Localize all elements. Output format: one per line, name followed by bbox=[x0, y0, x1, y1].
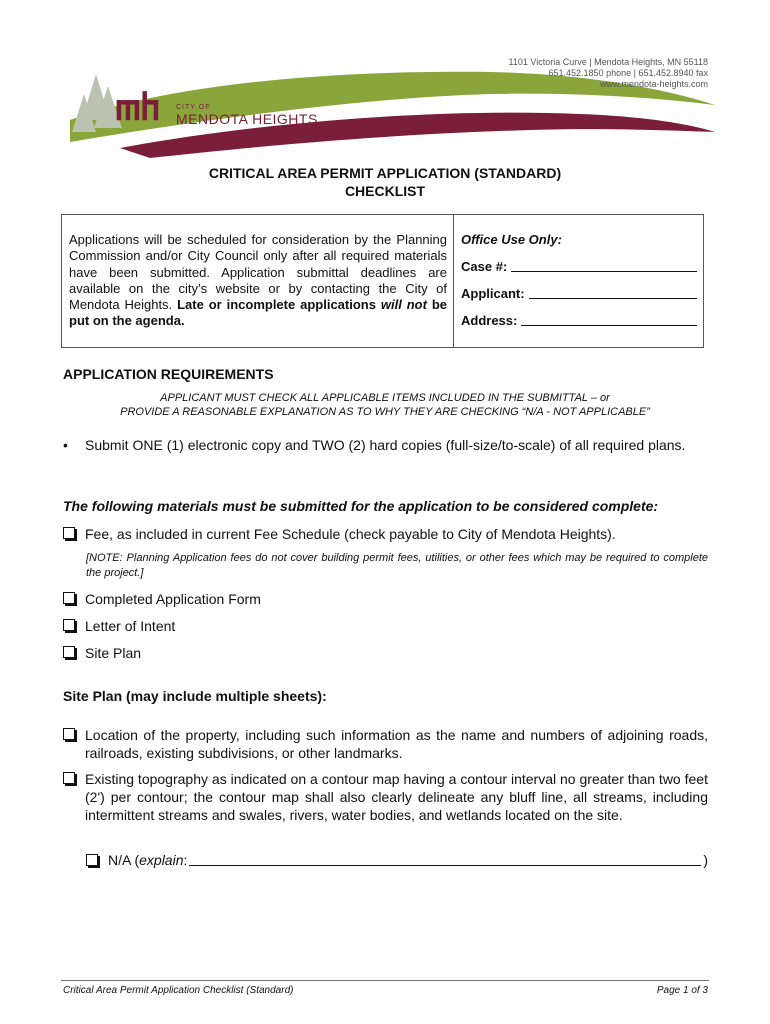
title-line-2: CHECKLIST bbox=[344, 183, 426, 199]
checklist-item-application-form bbox=[63, 590, 708, 608]
scheduling-text: Applications will be scheduled for consideration by the Planning Commission and/or City Council only after all required materials have been submitted. Application submittal deadlines are available on the city’s website or by contacting the City of Mendota Heights. bbox=[69, 232, 447, 313]
page-title bbox=[0, 164, 770, 200]
na-explanation-field[interactable] bbox=[189, 852, 701, 866]
na-close-paren: ) bbox=[703, 852, 708, 868]
contact-website: www.mendota-heights.com bbox=[599, 79, 708, 89]
fee-text: Fee, as included in current Fee Schedule (check payable to City of Mendota Heights). bbox=[85, 526, 616, 542]
office-use-label: Office Use Only: bbox=[461, 232, 562, 247]
submission-copies-text: Submit ONE (1) electronic copy and TWO (2) hard copies (full-size/to-scale) of all required plans. bbox=[85, 437, 686, 453]
checkbox-icon[interactable] bbox=[63, 592, 75, 604]
list-item bbox=[63, 437, 708, 455]
office-use-panel bbox=[454, 215, 703, 347]
na-label: N/A ( bbox=[108, 852, 140, 868]
site-plan-heading: Site Plan (may include multiple sheets): bbox=[63, 688, 327, 704]
checklist-item-fee bbox=[63, 525, 708, 543]
checklist-label: Letter of Intent bbox=[85, 618, 176, 634]
na-explanation-row bbox=[86, 852, 708, 868]
checklist-item-location bbox=[63, 726, 708, 762]
contact-phone: 651.452.1850 phone | 651.452.8940 fax bbox=[548, 68, 708, 78]
footer-title: Critical Area Permit Application Checklist (Standard) bbox=[63, 985, 294, 996]
na-explain-word: explain bbox=[139, 852, 184, 868]
complete-materials-heading: The following materials must be submitted for the application to be considered complete: bbox=[63, 498, 659, 514]
letterhead bbox=[60, 50, 720, 160]
checkbox-icon[interactable] bbox=[63, 619, 75, 631]
city-logo-icon bbox=[100, 90, 176, 146]
case-label: Case #: bbox=[461, 259, 508, 274]
bullet-icon: • bbox=[63, 437, 68, 453]
footer-divider bbox=[61, 980, 709, 981]
logo-city: CITY OF bbox=[176, 104, 211, 111]
case-field[interactable] bbox=[511, 259, 697, 272]
info-box bbox=[61, 214, 704, 348]
late-warning-b: be put on the agenda. bbox=[69, 297, 447, 329]
requirements-instructions bbox=[0, 391, 770, 419]
instructions-line-2: PROVIDE A REASONABLE EXPLANATION AS TO WHY THEY ARE CHECKING “N/A - NOT APPLICABLE” bbox=[120, 406, 650, 418]
checkbox-icon[interactable] bbox=[63, 772, 75, 784]
late-warning-emphasis: will not bbox=[380, 297, 427, 313]
contact-address: 1101 Victoria Curve | Mendota Heights, MN 55118 bbox=[508, 57, 708, 67]
checklist-item-letter-of-intent bbox=[63, 617, 708, 635]
late-warning-a: Late or incomplete applications bbox=[177, 297, 381, 313]
topography-text: Existing topography as indicated on a contour map having a contour interval no greater than two feet (2') per contour; the contour map shall also clearly delineate any bluff line, all streams, including intermittent streams and swales, rivers, water bodies, and wetlands located on the site. bbox=[85, 771, 708, 823]
checklist-label: Site Plan bbox=[85, 645, 142, 661]
checkbox-icon[interactable] bbox=[63, 646, 75, 658]
instructions-line-1: APPLICANT MUST CHECK ALL APPLICABLE ITEMS INCLUDED IN THE SUBMITTAL – or bbox=[160, 392, 610, 404]
contact-info bbox=[509, 57, 708, 90]
checklist-label: Completed Application Form bbox=[85, 591, 261, 607]
location-text: Location of the property, including such information as the name and numbers of adjoining roads, railroads, existing subdivisions, or other landmarks. bbox=[85, 727, 708, 761]
address-field[interactable] bbox=[521, 313, 697, 326]
applicant-label: Applicant: bbox=[461, 286, 525, 301]
na-colon: : bbox=[183, 852, 188, 868]
checklist-item-site-plan bbox=[63, 644, 708, 662]
checkbox-icon[interactable] bbox=[63, 728, 75, 740]
city-logo-text bbox=[176, 104, 318, 127]
checkbox-icon[interactable] bbox=[63, 527, 75, 539]
fee-note: [NOTE: Planning Application fees do not cover building permit fees, utilities, or other fees which may be required to complete the project.] bbox=[86, 552, 708, 579]
address-label: Address: bbox=[461, 313, 518, 328]
page-number: Page 1 of 3 bbox=[656, 985, 708, 996]
title-line-1: CRITICAL AREA PERMIT APPLICATION (STANDARD) bbox=[208, 165, 562, 181]
scheduling-notice bbox=[62, 215, 454, 347]
requirements-heading: APPLICATION REQUIREMENTS bbox=[63, 366, 274, 382]
checkbox-icon[interactable] bbox=[86, 854, 98, 866]
applicant-field[interactable] bbox=[529, 286, 697, 299]
logo-name: MENDOTA HEIGHTS bbox=[176, 111, 318, 127]
checklist-item-topography bbox=[63, 770, 708, 824]
